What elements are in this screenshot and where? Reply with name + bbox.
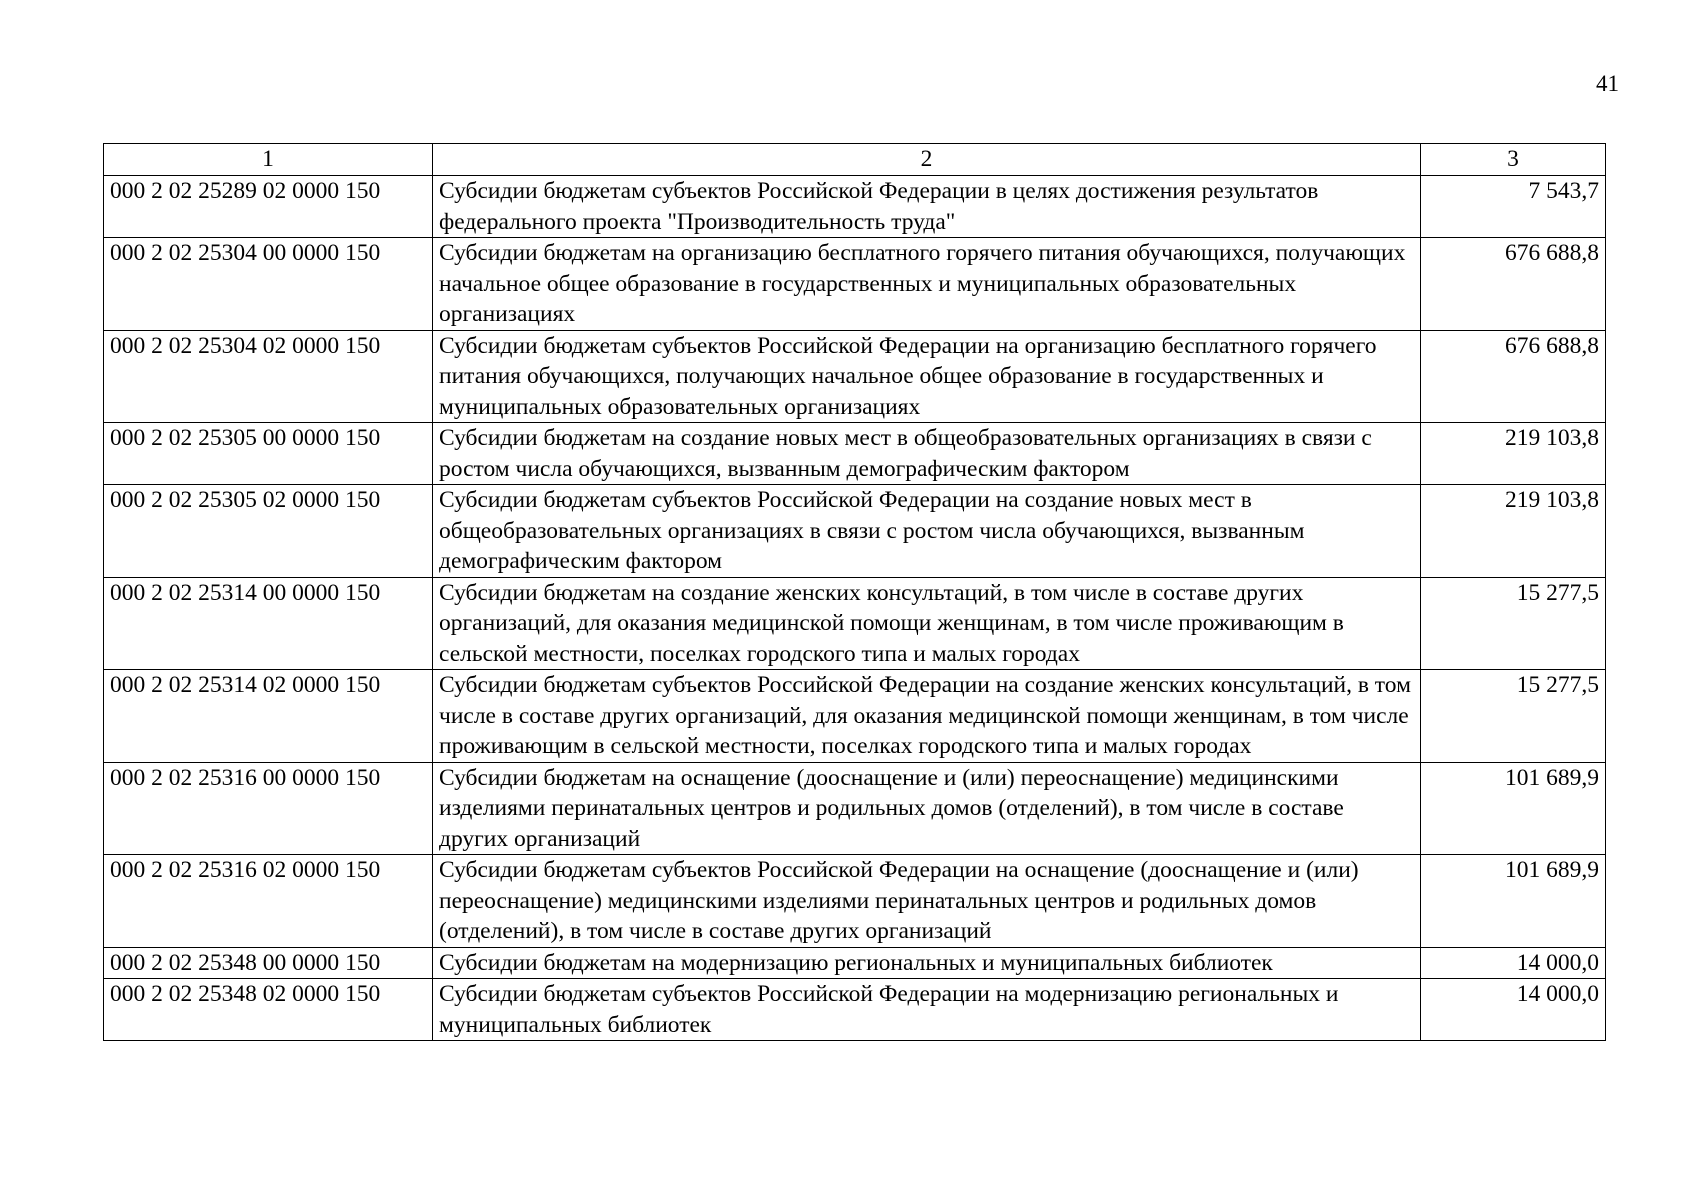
row-description: Субсидии бюджетам на организацию бесплатного горячего питания обучающихся, получающих начальное общее образование в государственных и муниципальных образовательных организациях <box>433 238 1421 331</box>
row-amount: 14 000,0 <box>1421 979 1606 1041</box>
row-description: Субсидии бюджетам субъектов Российской Федерации на модернизацию региональных и муниципальных библиотек <box>433 979 1421 1041</box>
row-code: 000 2 02 25316 00 0000 150 <box>104 762 433 855</box>
row-code: 000 2 02 25304 00 0000 150 <box>104 238 433 331</box>
row-description: Субсидии бюджетам на оснащение (дооснащение и (или) переоснащение) медицинскими изделиями перинатальных центров и родильных домов (отделений), в том числе в составе других организаций <box>433 762 1421 855</box>
table-row <box>104 423 1606 485</box>
row-code: 000 2 02 25304 02 0000 150 <box>104 330 433 423</box>
row-description: Субсидии бюджетам субъектов Российской Федерации на организацию бесплатного горячего питания обучающихся, получающих начальное общее образование в государственных и муниципальных образовательных организациях <box>433 330 1421 423</box>
page-number: 41 <box>1596 71 1619 96</box>
row-description: Субсидии бюджетам субъектов Российской Федерации на оснащение (дооснащение и (или) переоснащение) медицинскими изделиями перинатальных центров и родильных домов (отделений), в том числе в составе других организаций <box>433 855 1421 948</box>
row-description: Субсидии бюджетам субъектов Российской Федерации в целях достижения результатов федерального проекта "Производительность труда" <box>433 176 1421 238</box>
row-code: 000 2 02 25348 02 0000 150 <box>104 979 433 1041</box>
row-code: 000 2 02 25314 00 0000 150 <box>104 577 433 670</box>
header-col-1: 1 <box>104 144 433 176</box>
row-code: 000 2 02 25316 02 0000 150 <box>104 855 433 948</box>
table-row <box>104 947 1606 979</box>
row-amount: 676 688,8 <box>1421 238 1606 331</box>
row-code: 000 2 02 25305 00 0000 150 <box>104 423 433 485</box>
table-header <box>104 144 1606 176</box>
row-description: Субсидии бюджетам на создание новых мест в общеобразовательных организациях в связи с ростом числа обучающихся, вызванным демографическим фактором <box>433 423 1421 485</box>
table-row <box>104 330 1606 423</box>
table-row <box>104 762 1606 855</box>
row-amount: 15 277,5 <box>1421 577 1606 670</box>
table-row <box>104 855 1606 948</box>
row-description: Субсидии бюджетам на создание женских консультаций, в том числе в составе других организаций, для оказания медицинской помощи женщинам, в том числе проживающим в сельской местности, поселках городского типа и малых городах <box>433 577 1421 670</box>
table-row <box>104 670 1606 763</box>
table-row <box>104 485 1606 578</box>
row-amount: 219 103,8 <box>1421 423 1606 485</box>
row-code: 000 2 02 25314 02 0000 150 <box>104 670 433 763</box>
row-amount: 7 543,7 <box>1421 176 1606 238</box>
row-description: Субсидии бюджетам субъектов Российской Федерации на создание женских консультаций, в том числе в составе других организаций, для оказания медицинской помощи женщинам, в том числе проживающим в сельской местности, поселках городского типа и малых городах <box>433 670 1421 763</box>
table-row <box>104 979 1606 1041</box>
header-row <box>104 144 1606 176</box>
row-description: Субсидии бюджетам на модернизацию региональных и муниципальных библиотек <box>433 947 1421 979</box>
table-body <box>104 176 1606 1041</box>
table-row <box>104 577 1606 670</box>
table-row <box>104 238 1606 331</box>
budget-table <box>103 143 1606 1041</box>
row-amount: 101 689,9 <box>1421 762 1606 855</box>
row-amount: 219 103,8 <box>1421 485 1606 578</box>
row-amount: 676 688,8 <box>1421 330 1606 423</box>
row-code: 000 2 02 25289 02 0000 150 <box>104 176 433 238</box>
header-col-3: 3 <box>1421 144 1606 176</box>
header-col-2: 2 <box>433 144 1421 176</box>
table-row <box>104 176 1606 238</box>
row-amount: 15 277,5 <box>1421 670 1606 763</box>
row-amount: 14 000,0 <box>1421 947 1606 979</box>
row-amount: 101 689,9 <box>1421 855 1606 948</box>
row-code: 000 2 02 25348 00 0000 150 <box>104 947 433 979</box>
row-description: Субсидии бюджетам субъектов Российской Федерации на создание новых мест в общеобразовательных организациях в связи с ростом числа обучающихся, вызванным демографическим фактором <box>433 485 1421 578</box>
row-code: 000 2 02 25305 02 0000 150 <box>104 485 433 578</box>
